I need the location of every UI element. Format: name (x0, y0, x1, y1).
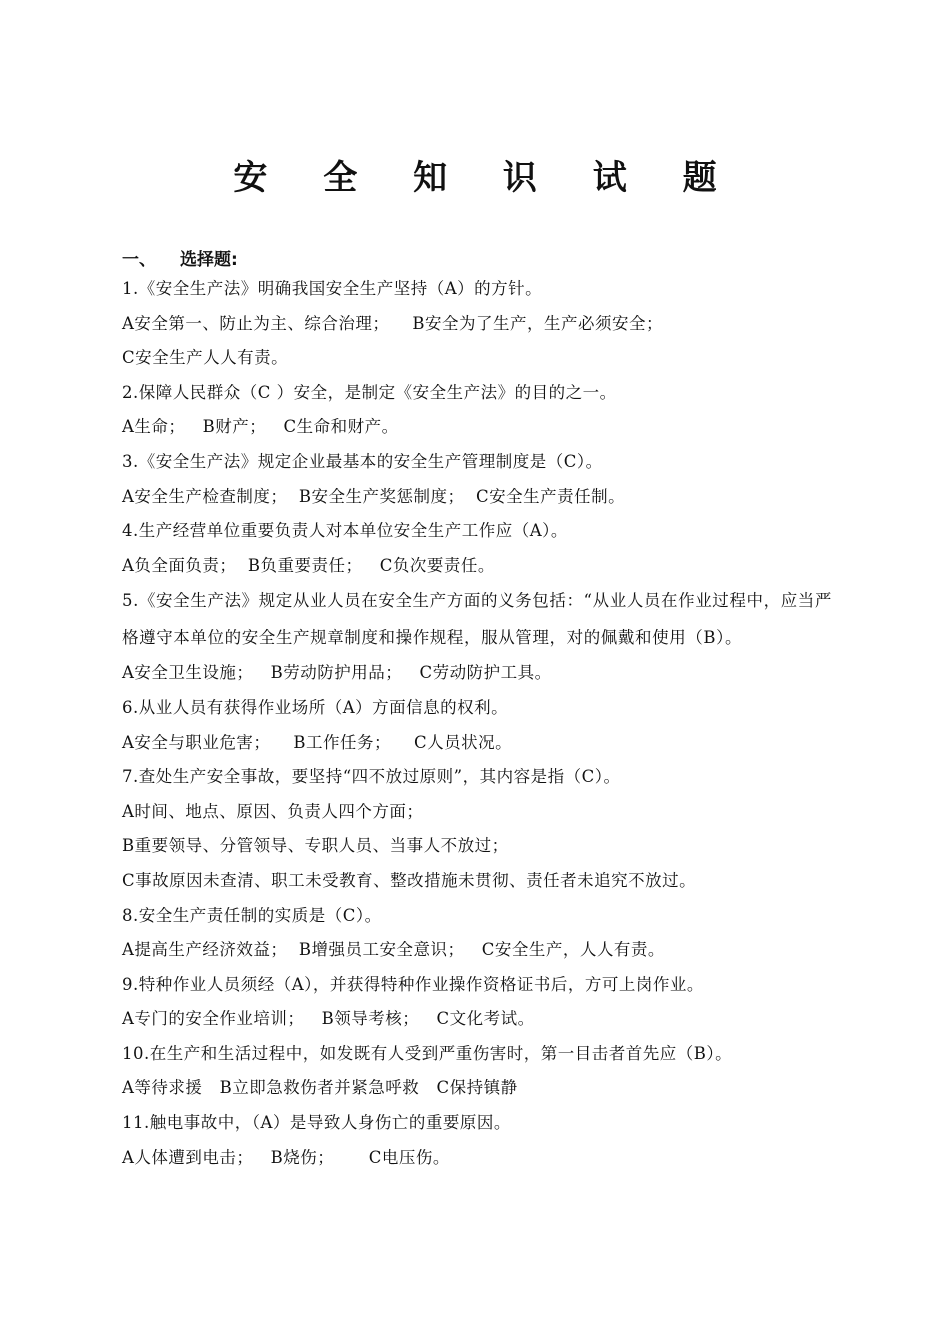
question-1-options-ab: A安全第一、防止为主、综合治理； B安全为了生产，生产必须安全； (122, 313, 664, 333)
page-title: 安 全 知 识 试 题 (233, 158, 739, 198)
question-11: 11.触电事故中，（A）是导致人身伤亡的重要原因。 (122, 1113, 511, 1133)
question-6: 6.从业人员有获得作业场所（A）方面信息的权利。 (122, 697, 509, 717)
question-7-option-c: C事故原因未查清、职工未受教育、整改措施未贯彻、责任者未追究不放过。 (122, 870, 697, 890)
question-1: 1.《安全生产法》明确我国安全生产坚持（A）的方针。 (122, 279, 543, 298)
question-11-options: A人体遭到电击； B烧伤； C电压伤。 (122, 1147, 450, 1167)
question-1-option-c: C安全生产人人有责。 (122, 348, 289, 368)
question-2-options: A生命； B财产； C生命和财产。 (122, 417, 399, 437)
section-number: 一、 (122, 250, 156, 270)
question-7: 7.查处生产安全事故，要坚持“四不放过原则”，其内容是指（C）。 (122, 767, 621, 787)
question-9: 9.特种作业人员须经（A），并获得特种作业操作资格证书后，方可上岗作业。 (122, 974, 704, 994)
question-10-options: A等待求援 B立即急救伤者并紧急呼救 C保持镇静 (122, 1078, 518, 1098)
question-10: 10.在生产和生活过程中，如发既有人受到严重伤害时，第一目击者首先应（B）。 (122, 1043, 733, 1063)
question-4: 4.生产经营单位重要负责人对本单位安全生产工作应（A）。 (122, 521, 568, 541)
question-6-options: A安全与职业危害； B工作任务； C人员状况。 (122, 732, 513, 752)
question-5-options: A安全卫生设施； B劳动防护用品； C劳动防护工具。 (122, 663, 552, 683)
section-label: 选择题: (180, 250, 238, 270)
question-4-options: A负全面负责； B负重要责任； C负次要责任。 (122, 555, 495, 575)
question-2: 2.保障人民群众（C ）安全，是制定《安全生产法》的目的之一。 (122, 382, 617, 402)
question-8-options: A提高生产经济效益； B增强员工安全意识； C安全生产，人人有责。 (122, 940, 665, 960)
exam-content (122, 248, 832, 1175)
question-3-options: A安全生产检查制度； B安全生产奖惩制度； C安全生产责任制。 (122, 486, 626, 506)
question-7-option-b: B重要领导、分管领导、专职人员、当事人不放过； (122, 836, 509, 856)
section-heading (122, 248, 832, 272)
question-9-options: A专门的安全作业培训； B领导考核； C文化考试。 (122, 1009, 535, 1029)
question-8: 8.安全生产责任制的实质是（C）。 (122, 905, 382, 925)
question-5: 5.《安全生产法》规定从业人员在安全生产方面的义务包括：“从业人员在作业过程中，应当严格遵守本单位的安全生产规章制度和操作规程，服从管理，对的佩戴和使用（B）。 (122, 591, 832, 647)
question-7-option-a: A时间、地点、原因、负责人四个方面； (122, 801, 424, 821)
question-3: 3.《安全生产法》规定企业最基本的安全生产管理制度是（C）。 (122, 451, 603, 471)
